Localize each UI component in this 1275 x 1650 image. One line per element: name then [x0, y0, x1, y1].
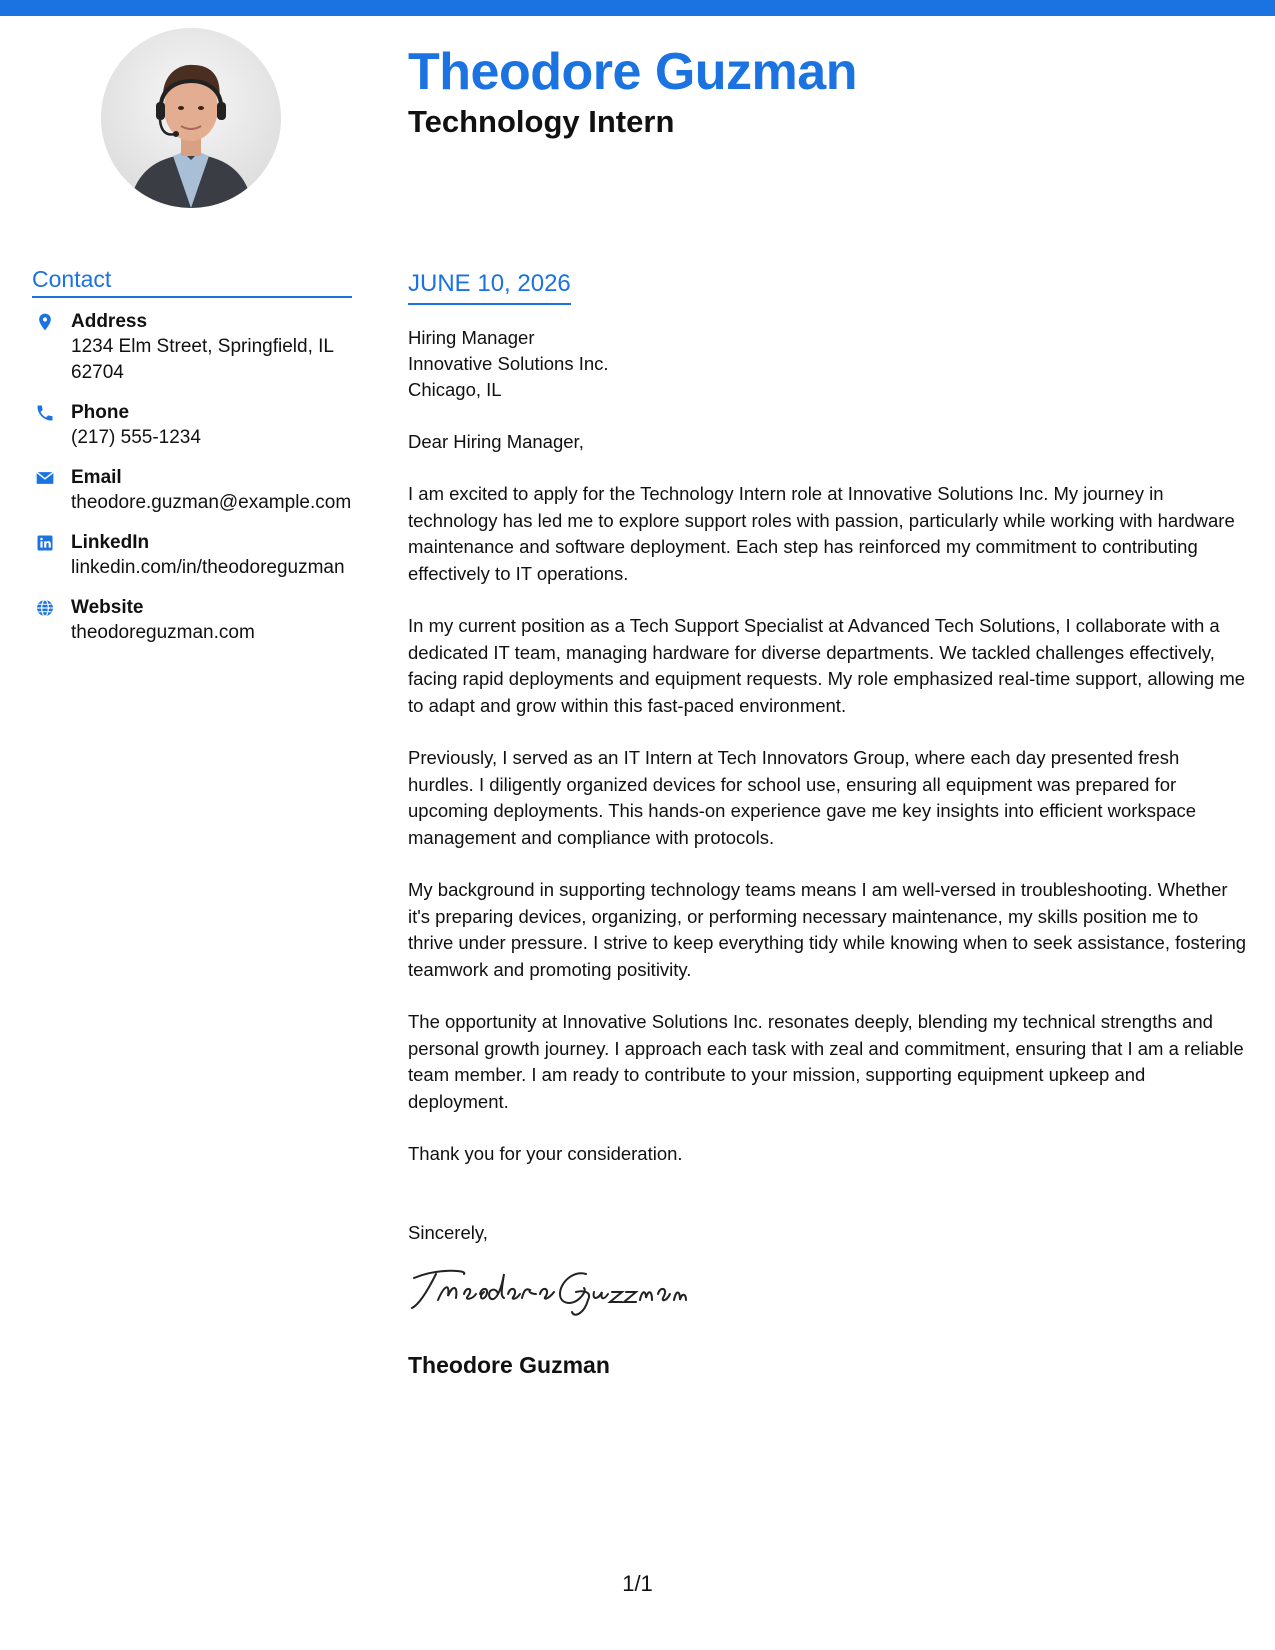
- contact-label: Website: [71, 597, 144, 618]
- profile-photo: [101, 28, 281, 208]
- paragraph-5: The opportunity at Innovative Solutions Inc. resonates deeply, blending my technical strengths and personal growth journey. I approach each task with zeal and commitment, ensuring that I am a reliable team member. I am ready to contribute to your mission, supporting equipment upkeep and deployment.: [408, 1011, 1244, 1112]
- phone-value[interactable]: (217) 555-1234: [71, 427, 201, 448]
- linkedin-value[interactable]: linkedin.com/in/theodoreguzman: [71, 557, 345, 578]
- contact-label: Email: [71, 467, 122, 488]
- phone-icon: [35, 403, 55, 423]
- paragraph-6: Thank you for your consideration.: [408, 1143, 683, 1164]
- contact-item-phone: [32, 401, 352, 451]
- contact-item-email: [32, 466, 352, 516]
- signature-image: [408, 1260, 688, 1320]
- closing: Sincerely,: [408, 1221, 488, 1243]
- address-value: 1234 Elm Street, Springfield, IL 62704: [71, 336, 334, 383]
- contact-item-linkedin: [32, 531, 352, 581]
- contact-sidebar: [32, 264, 352, 661]
- contact-label: Phone: [71, 402, 130, 423]
- contact-item-address: [32, 310, 352, 386]
- letter-body: [408, 268, 1248, 1380]
- contact-item-website: [32, 596, 352, 646]
- website-value[interactable]: theodoreguzman.com: [71, 622, 255, 643]
- top-accent-bar: [0, 0, 1275, 16]
- paragraph-1: I am excited to apply for the Technology Intern role at Innovative Solutions Inc. My journey in technology has led me to explore support roles with passion, particularly while working with hardware maintenance and software deployment. Each step has reinforced my commitment to contributing effectively to IT operations.: [408, 483, 1235, 584]
- paragraph-3: Previously, I served as an IT Intern at Tech Innovators Group, where each day presented fresh hurdles. I diligently organized devices for school use, ensuring all equipment was prepared for upcoming deployments. This hands-on experience gave me key insights into efficient workspace management and compliance with protocols.: [408, 747, 1197, 848]
- location-pin-icon: [35, 312, 55, 332]
- contact-label: Address: [71, 311, 148, 332]
- page-number: 1/1: [622, 1571, 653, 1596]
- email-icon: [35, 468, 55, 488]
- linkedin-icon: [35, 533, 55, 553]
- recipient-block: [408, 325, 1248, 403]
- recipient-company: Innovative Solutions Inc.: [408, 353, 609, 374]
- letter-date: JUNE 10, 2026: [408, 268, 571, 305]
- paragraph-2: In my current position as a Tech Support Specialist at Advanced Tech Solutions, I collaborate with a dedicated IT team, managing hardware for diverse departments. We tackled challenges effectively, facing rapid deployments and equipment requests. My role emphasized real-time support, allowing me to adapt and grow within this fast-paced environment.: [408, 615, 1246, 716]
- contact-label: LinkedIn: [71, 532, 150, 553]
- paragraph-4: My background in supporting technology teams means I am well-versed in troubleshooting. Whether it's preparing devices, organizing, or performing necessary maintenance, my skills position me to thrive under pressure. I strive to keep everything tidy while knowing when to seek assistance, fostering teamwork and promoting positivity.: [408, 879, 1247, 980]
- email-value[interactable]: theodore.guzman@example.com: [71, 492, 352, 513]
- recipient-title: Hiring Manager: [408, 327, 535, 348]
- signed-name: Theodore Guzman: [408, 1351, 610, 1378]
- contact-list: [32, 310, 352, 646]
- contact-heading: Contact: [32, 264, 352, 298]
- job-title: Technology Intern: [408, 104, 675, 139]
- candidate-name: Theodore Guzman: [408, 43, 857, 101]
- salutation: Dear Hiring Manager,: [408, 431, 584, 452]
- recipient-location: Chicago, IL: [408, 379, 502, 400]
- signature: [408, 1260, 1248, 1330]
- globe-icon: [35, 598, 55, 618]
